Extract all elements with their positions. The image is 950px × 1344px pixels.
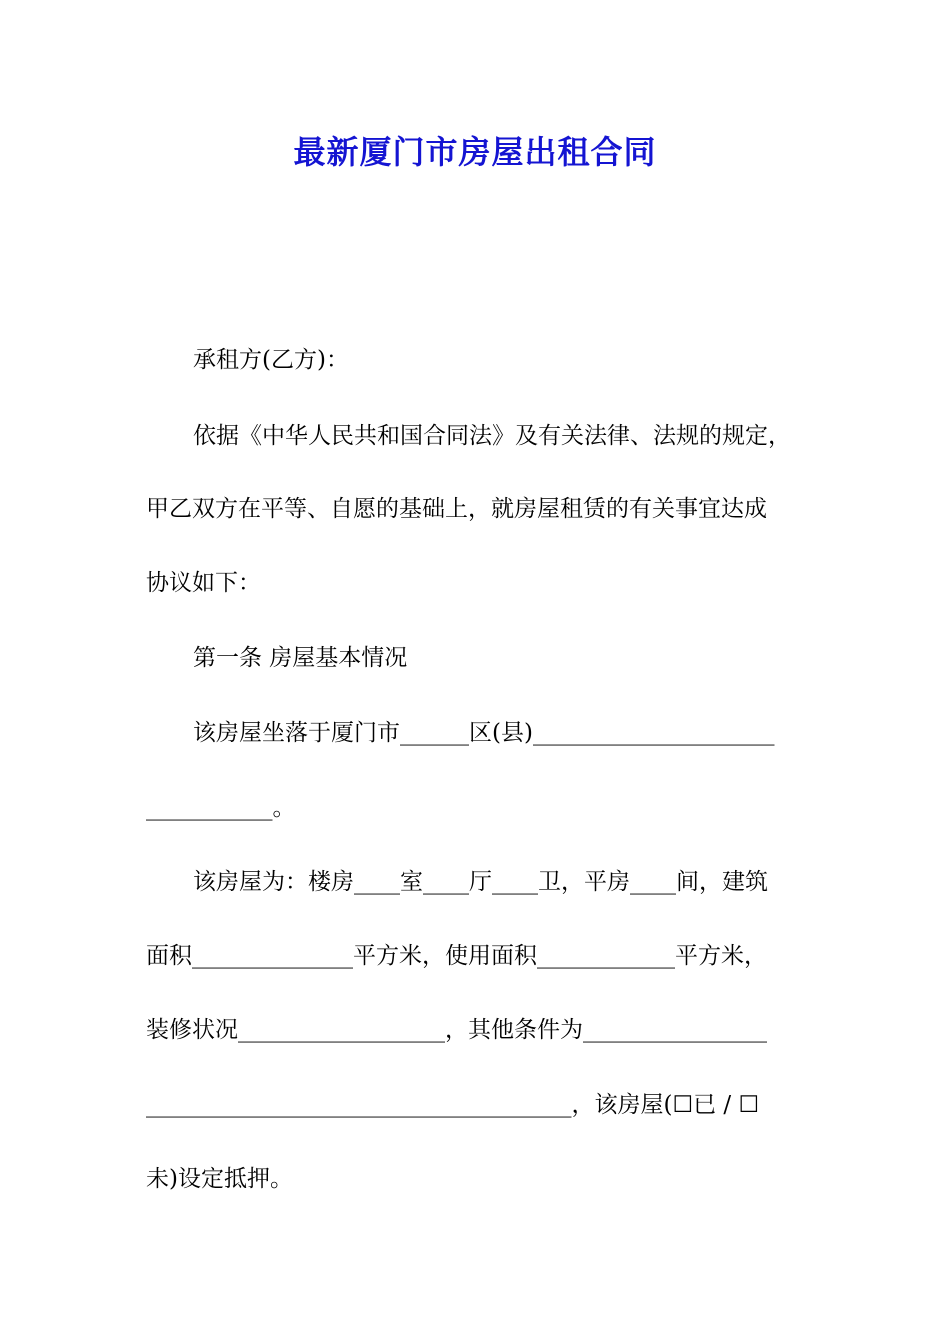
paragraph-layout-line-5: 未)设定抵押。: [146, 1166, 293, 1192]
paragraph-layout-line-3: 装修状况__________________，其他条件为________________: [146, 1017, 767, 1043]
paragraph-preamble-line-2: 甲乙双方在平等、自愿的基础上，就房屋租赁的有关事宜达成: [146, 496, 767, 522]
paragraph-location-line-1: 该房屋坐落于厦门市______区(县)_____________________: [193, 720, 775, 746]
document-title: 最新厦门市房屋出租合同: [293, 133, 657, 171]
article-one-heading: 第一条 房屋基本情况: [193, 645, 408, 671]
paragraph-lessee: 承租方(乙方)：: [193, 347, 349, 373]
paragraph-layout-line-2: 面积______________平方米，使用面积____________平方米，: [146, 943, 767, 969]
paragraph-layout-line-4: _____________________________________，该房屋(☐已 / ☐: [146, 1092, 760, 1118]
paragraph-preamble-line-3: 协议如下：: [146, 570, 261, 596]
paragraph-location-line-2: ___________。: [146, 795, 296, 821]
paragraph-layout-line-1: 该房屋为：楼房____室____厅____卫，平房____间，建筑: [193, 869, 768, 895]
paragraph-preamble-line-1: 依据《中华人民共和国合同法》及有关法律、法规的规定，: [193, 423, 791, 449]
